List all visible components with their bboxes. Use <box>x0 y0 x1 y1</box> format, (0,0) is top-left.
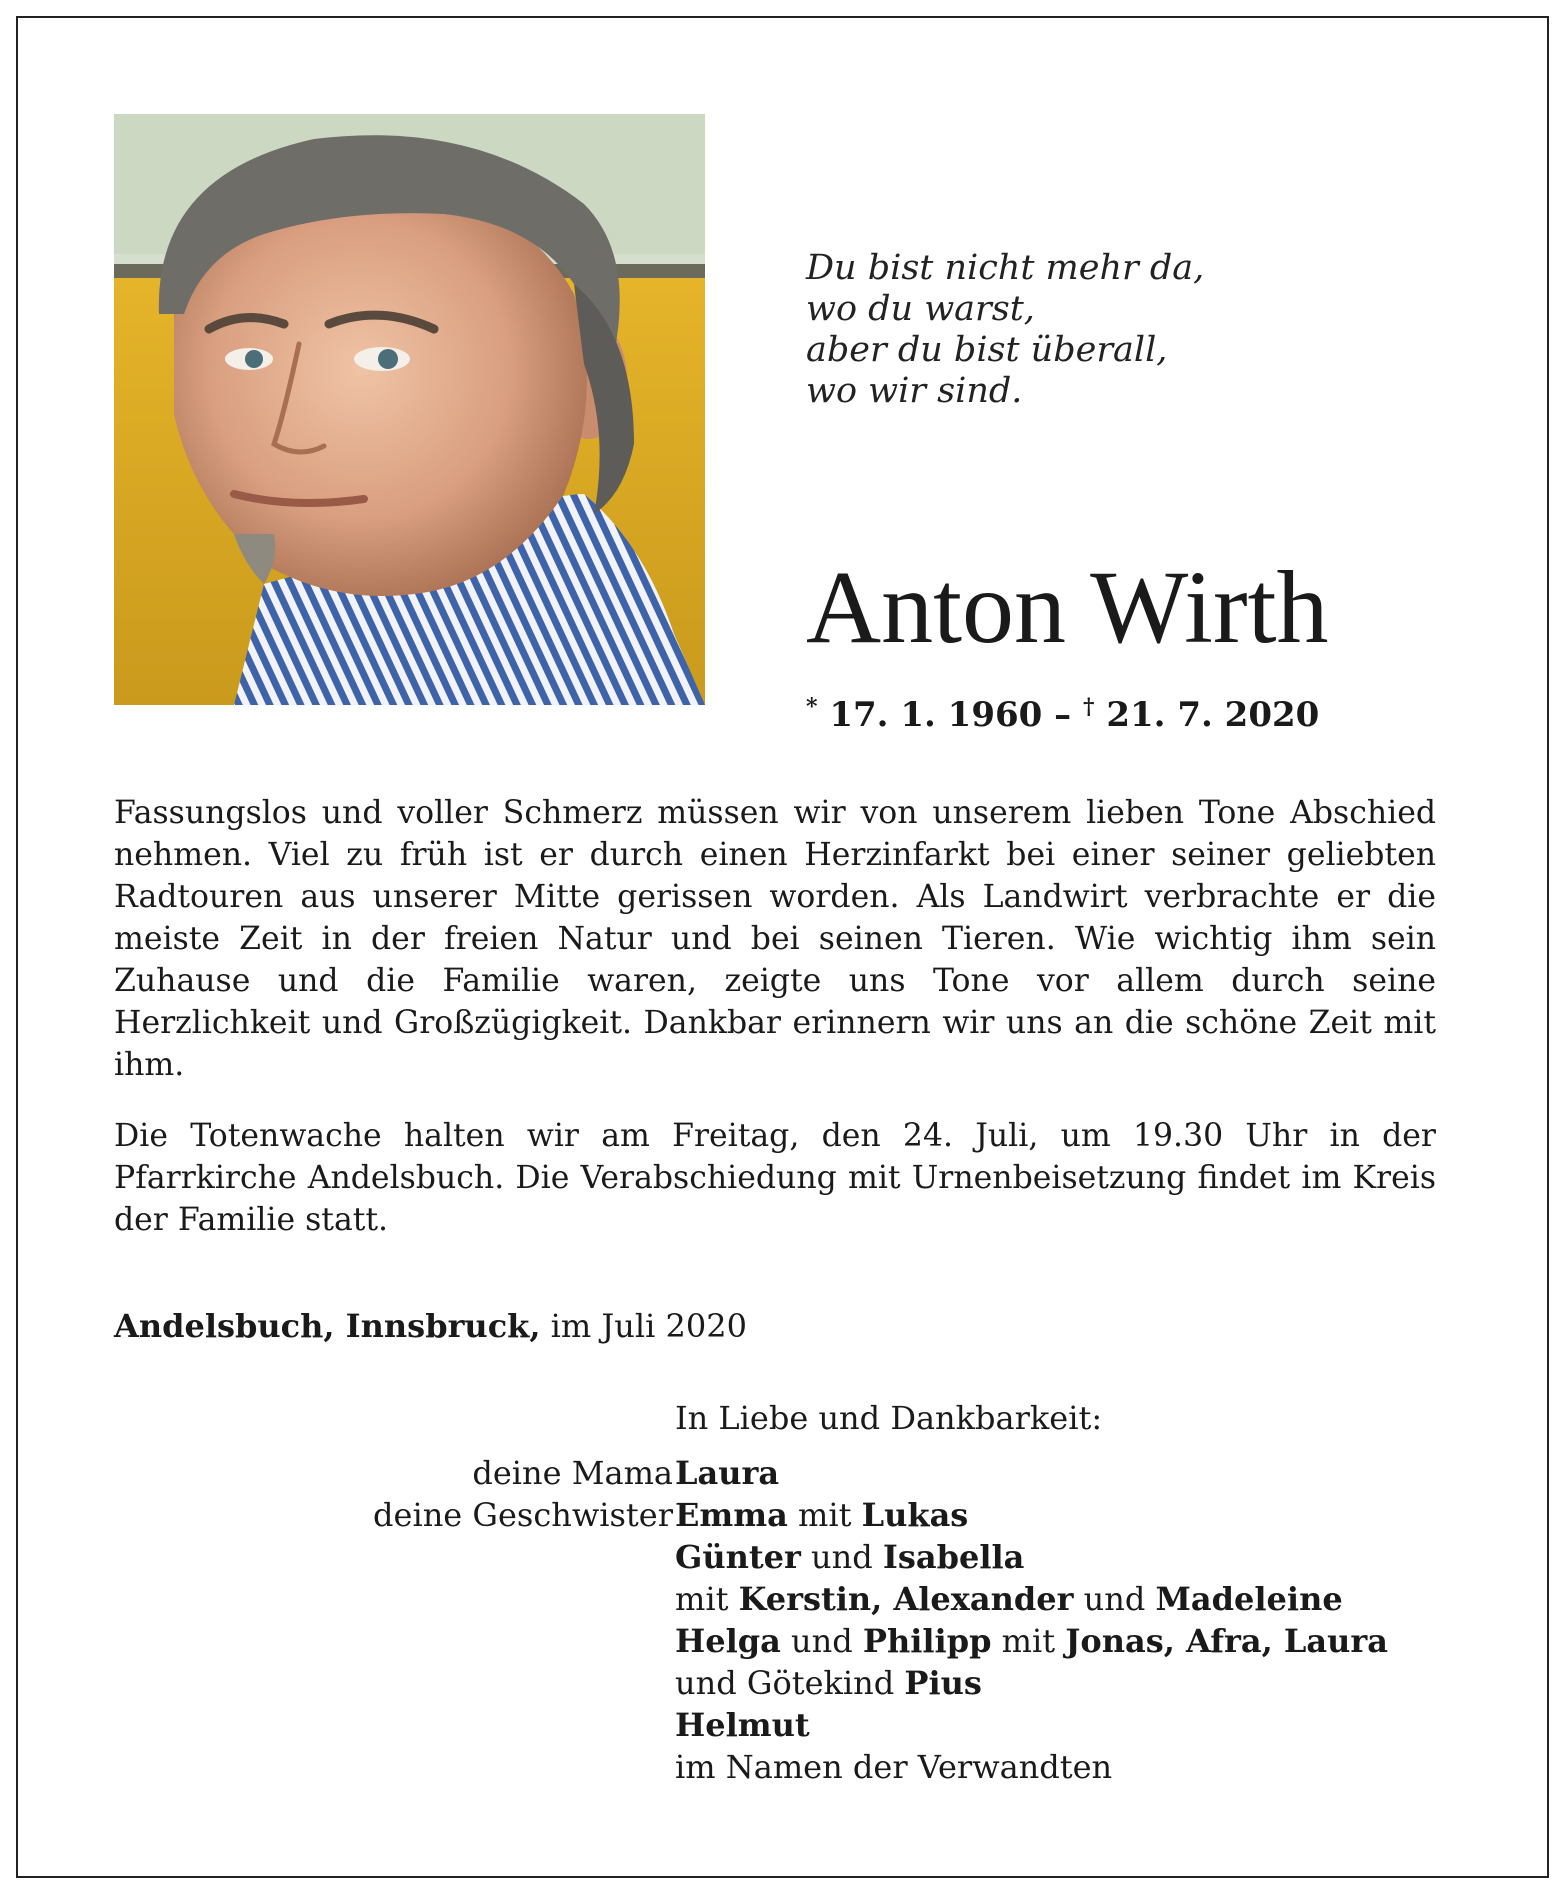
signer-connector: mit <box>675 1580 739 1618</box>
signer-name: Helmut <box>675 1706 810 1744</box>
quote-line: wo du warst, <box>806 289 1035 329</box>
obituary-paragraph: Fassungslos und voller Schmerz müssen wir von unserem lieben Tone Abschied nehmen. Viel zu früh ist er durch einen Herzinfarkt bei einer seiner geliebten Radtouren aus unserer Mitte gerissen worden. Als Landwirt verbrachte er die meiste Zeit in der freien Natur und bei seinen Tieren. Wie wichtig ihm sein Zuhause und die Familie waren, zeigte uns Tone vor allem durch seine Herzlichkeit und Großzügigkeit. Dankbar erinnern wir uns an die schöne Zeit mit ihm. <box>114 795 1436 1083</box>
portrait-image <box>114 114 705 705</box>
signer-name: Pius <box>904 1664 982 1702</box>
place-and-date <box>114 1305 747 1347</box>
quote-line: wo wir sind. <box>806 371 1023 411</box>
signer-name: Kerstin, Alexander <box>738 1580 1074 1618</box>
signer-name: Madeleine <box>1155 1580 1343 1618</box>
signature-mama <box>675 1452 779 1494</box>
death-date: 21. 7. 2020 <box>1106 695 1320 735</box>
signature-row <box>675 1494 968 1536</box>
signer-connector: und <box>780 1622 863 1660</box>
signer-name: Günter <box>675 1538 801 1576</box>
date-separator: – <box>1042 695 1083 735</box>
birth-date: 17. 1. 1960 <box>829 695 1043 735</box>
signer-connector: und <box>800 1538 883 1576</box>
signer-name: Jonas, Afra, Laura <box>1065 1622 1389 1660</box>
signature-row <box>675 1620 1388 1662</box>
signature-row <box>675 1704 810 1746</box>
signature-row <box>675 1662 982 1704</box>
quote-line: Du bist nicht mehr da, <box>806 248 1205 288</box>
siblings-label: deine Geschwister <box>373 1496 673 1534</box>
portrait-photo <box>114 114 705 705</box>
deceased-name: Anton Wirth <box>806 550 1329 665</box>
signature-row <box>675 1578 1343 1620</box>
mama-label: deine Mama <box>472 1454 673 1492</box>
signer-connector: und Götekind <box>675 1664 905 1702</box>
signer-connector: und <box>1073 1580 1156 1618</box>
place-names: Andelsbuch, Innsbruck, <box>114 1307 541 1345</box>
death-symbol: † <box>1083 694 1095 720</box>
signer-name: Lukas <box>861 1496 969 1534</box>
signer-name: Philipp <box>862 1622 992 1660</box>
birth-symbol: * <box>806 694 818 720</box>
signer-name: Helga <box>675 1622 781 1660</box>
signer-connector: mit <box>991 1622 1066 1660</box>
signature-row <box>675 1536 1024 1578</box>
notice-date: im Juli 2020 <box>540 1307 747 1345</box>
signer-connector: im Namen der Verwandten <box>675 1748 1113 1786</box>
signer-name: Isabella <box>882 1538 1025 1576</box>
funeral-details-paragraph: Die Totenwache halten wir am Freitag, den 24. Juli, um 19.30 Uhr in der Pfarrkirche Andelsbuch. Die Verabschiedung mit Urnenbeisetzung findet im Kreis der Familie statt. <box>114 1118 1436 1238</box>
signature-intro: In Liebe und Dankbarkeit: <box>675 1399 1103 1437</box>
signer-connector: mit <box>787 1496 862 1534</box>
signer-name: Emma <box>675 1496 788 1534</box>
quote-line: aber du bist überall, <box>806 330 1168 370</box>
signature-row <box>675 1746 1112 1788</box>
memorial-quote <box>806 248 1204 412</box>
life-dates <box>806 686 1319 736</box>
mama-name: Laura <box>675 1454 780 1492</box>
